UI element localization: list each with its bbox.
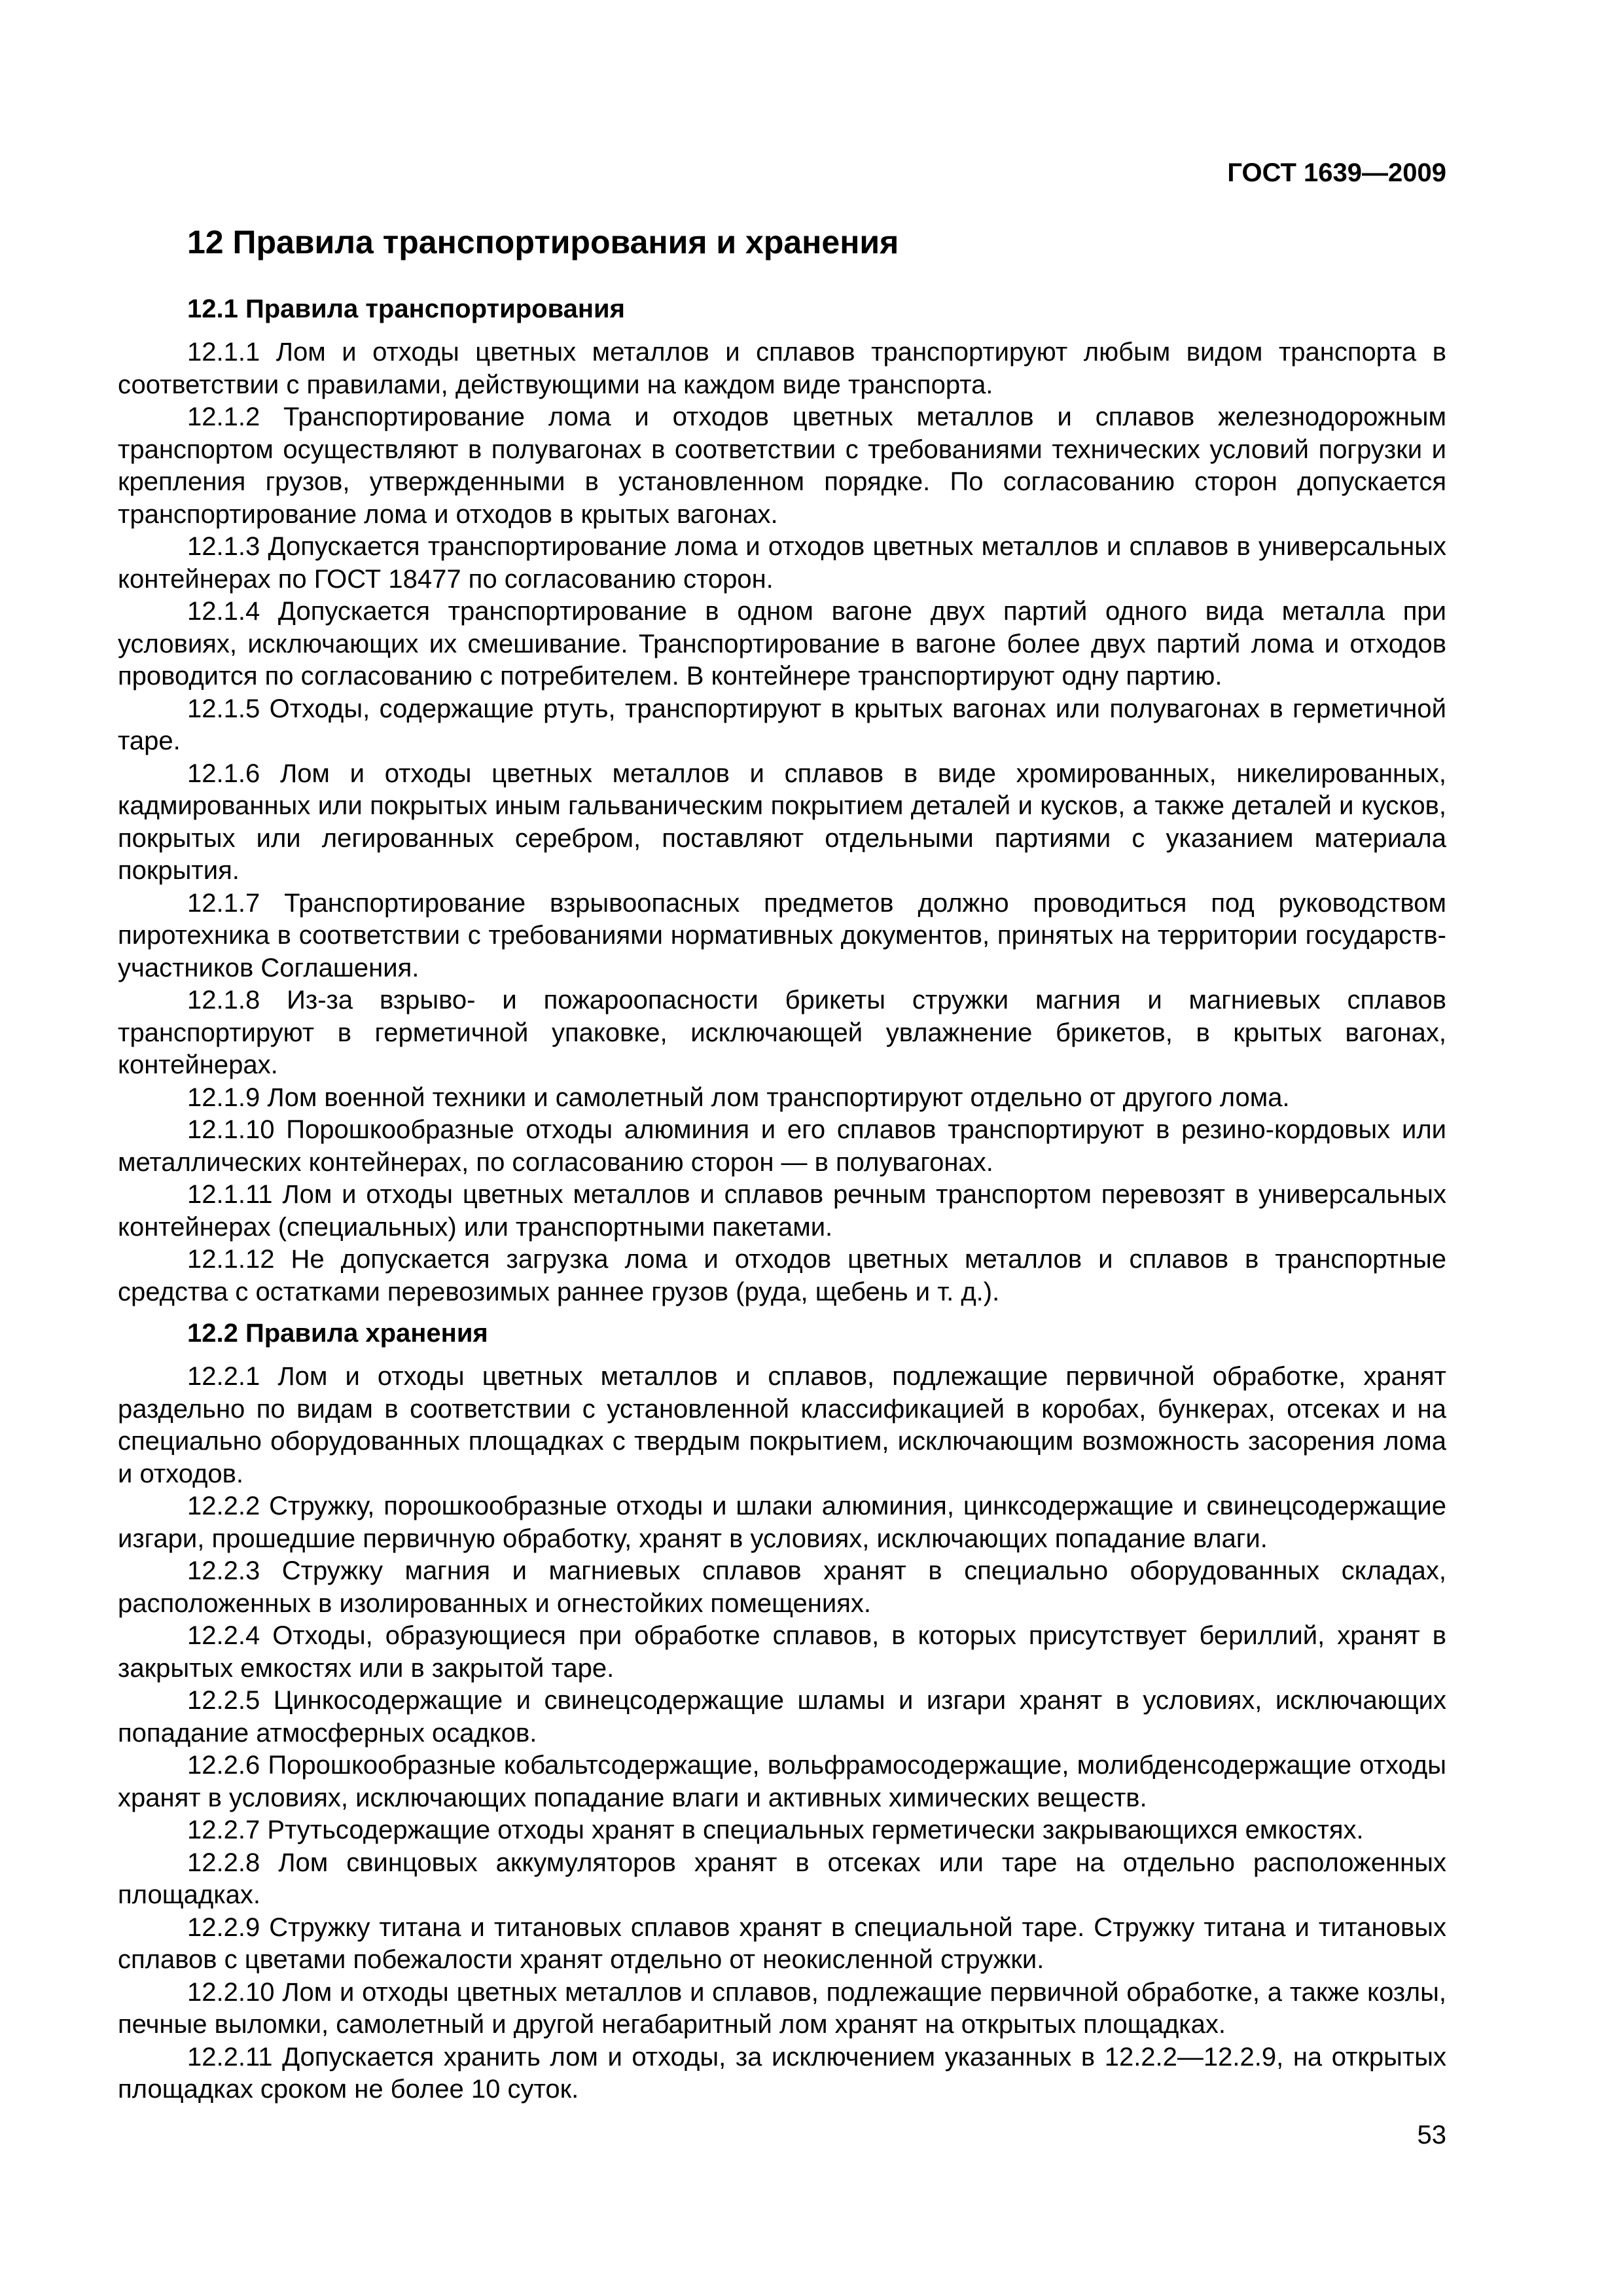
subsection-transportation (118, 293, 1446, 1308)
paragraph-12-1-2: 12.1.2 Транспортирование лома и отходов цветных металлов и сплавов железнодорожным транспортом осуществляют в полувагонах в соответствии с требованиями технических условий погрузки и крепления грузов, утвержденными в установленном порядке. По согласованию сторон допускается транспортирование лома и отходов в крытых вагонах. (118, 403, 1446, 529)
paragraph-12-2-4: 12.2.4 Отходы, образующиеся при обработке сплавов, в которых присутствует бериллий, хранят в закрытых емкостях или в закрытой таре. (118, 1621, 1446, 1683)
paragraph-12-2-6: 12.2.6 Порошкообразные кобальтсодержащие, вольфрамосодержащие, молибденсодержащие отходы хранят в условиях, исключающих попадание влаги и активных химических веществ. (118, 1751, 1446, 1812)
document-id: ГОСТ 1639—2009 (1227, 158, 1446, 187)
subsection-title: 12.2 Правила хранения (187, 1319, 488, 1348)
subsection-storage (118, 1318, 1446, 2106)
paragraph-12-2-11: 12.2.11 Допускается хранить лом и отходы, за исключением указанных в 12.2.2—12.2.9, на открытых площадках сроком не более 10 суток. (118, 2042, 1446, 2104)
paragraph-12-2-1: 12.2.1 Лом и отходы цветных металлов и сплавов, подлежащие первичной обработке, хранят раздельно по видам в соответствии с установленной классификацией в коробах, бункерах, отсеках и на специально оборудованных площадках с твердым покрытием, исключающим возможность засорения лома и отходов. (118, 1362, 1446, 1488)
subsection-title: 12.1 Правила транспортирования (187, 295, 625, 323)
paragraph-12-1-9: 12.1.9 Лом военной техники и самолетный лом транспортируют отдельно от другого лома. (187, 1083, 1290, 1112)
document-page (118, 157, 1446, 2106)
paragraph-12-1-5: 12.1.5 Отходы, содержащие ртуть, транспортируют в крытых вагонах или полувагонах в герметичной таре. (118, 694, 1446, 755)
paragraph-12-2-9: 12.2.9 Стружку титана и титановых сплавов хранят в специальной таре. Стружку титана и титановых сплавов с цветами побежалости хранят отдельно от неокисленной стружки. (118, 1912, 1446, 1974)
paragraph-12-2-5: 12.2.5 Цинкосодержащие и свинецсодержащие шламы и изгари хранят в условиях, исключающих попадание атмосферных осадков. (118, 1686, 1446, 1748)
paragraph-12-1-6: 12.1.6 Лом и отходы цветных металлов и сплавов в виде хромированных, никелированных, кадмированных или покрытых иным гальваническим покрытием деталей и кусков, а также деталей и кусков, покрытых или легированных серебром, поставляют отдельными партиями с указанием материала покрытия. (118, 759, 1446, 885)
page-number: 53 (1417, 2121, 1446, 2149)
paragraph-12-1-4: 12.1.4 Допускается транспортирование в одном вагоне двух партий одного вида металла при условиях, исключающих их смешивание. Транспортирование в вагоне более двух партий лома и отходов проводится по согласованию с потребителем. В контейнере транспортируют одну партию. (118, 597, 1446, 691)
paragraph-12-2-2: 12.2.2 Стружку, порошкообразные отходы и шлаки алюминия, цинксодержащие и свинецсодержащие изгари, прошедшие первичную обработку, хранят в условиях, исключающих попадание влаги. (118, 1492, 1446, 1553)
paragraph-12-1-12: 12.1.12 Не допускается загрузка лома и отходов цветных металлов и сплавов в транспортные средства с остатками перевозимых раннее грузов (руда, щебень и т. д.). (118, 1245, 1446, 1306)
paragraph-12-1-1: 12.1.1 Лом и отходы цветных металлов и сплавов транспортируют любым видом транспорта в соответствии с правилами, действующими на каждом виде транспорта. (118, 338, 1446, 399)
paragraph-12-1-7: 12.1.7 Транспортирование взрывоопасных предметов должно проводиться под руководством пиротехника в соответствии с требованиями нормативных документов, принятых на территории государств-участников Соглашения. (118, 888, 1446, 982)
paragraph-12-2-8: 12.2.8 Лом свинцовых аккумуляторов хранят в отсеках или таре на отдельно расположенных площадках. (118, 1848, 1446, 1909)
paragraph-12-1-3: 12.1.3 Допускается транспортирование лома и отходов цветных металлов и сплавов в универсальных контейнерах по ГОСТ 18477 по согласованию сторон. (118, 532, 1446, 594)
paragraph-12-1-11: 12.1.11 Лом и отходы цветных металлов и сплавов речным транспортом перевозят в универсальных контейнерах (специальных) или транспортными пакетами. (118, 1180, 1446, 1242)
paragraph-12-2-10: 12.2.10 Лом и отходы цветных металлов и сплавов, подлежащие первичной обработке, а также козлы, печные выломки, самолетный и другой негабаритный лом хранят на открытых площадках. (118, 1977, 1446, 2039)
paragraph-12-2-3: 12.2.3 Стружку магния и магниевых сплавов хранят в специально оборудованных складах, расположенных в изолированных и огнестойких помещениях. (118, 1556, 1446, 1618)
section-title: 12 Правила транспортирования и хранения (187, 224, 899, 260)
paragraph-12-1-10: 12.1.10 Порошкообразные отходы алюминия и его сплавов транспортируют в резино-кордовых или металлических контейнерах, по согласованию сторон — в полувагонах. (118, 1115, 1446, 1177)
paragraph-12-2-7: 12.2.7 Ртутьсодержащие отходы хранят в специальных герметически закрывающихся емкостях. (187, 1816, 1364, 1844)
paragraph-12-1-8: 12.1.8 Из-за взрыво- и пожароопасности брикеты стружки магния и магниевых сплавов транспортируют в герметичной упаковке, исключающей увлажнение брикетов, в крытых вагонах, контейнерах. (118, 986, 1446, 1079)
